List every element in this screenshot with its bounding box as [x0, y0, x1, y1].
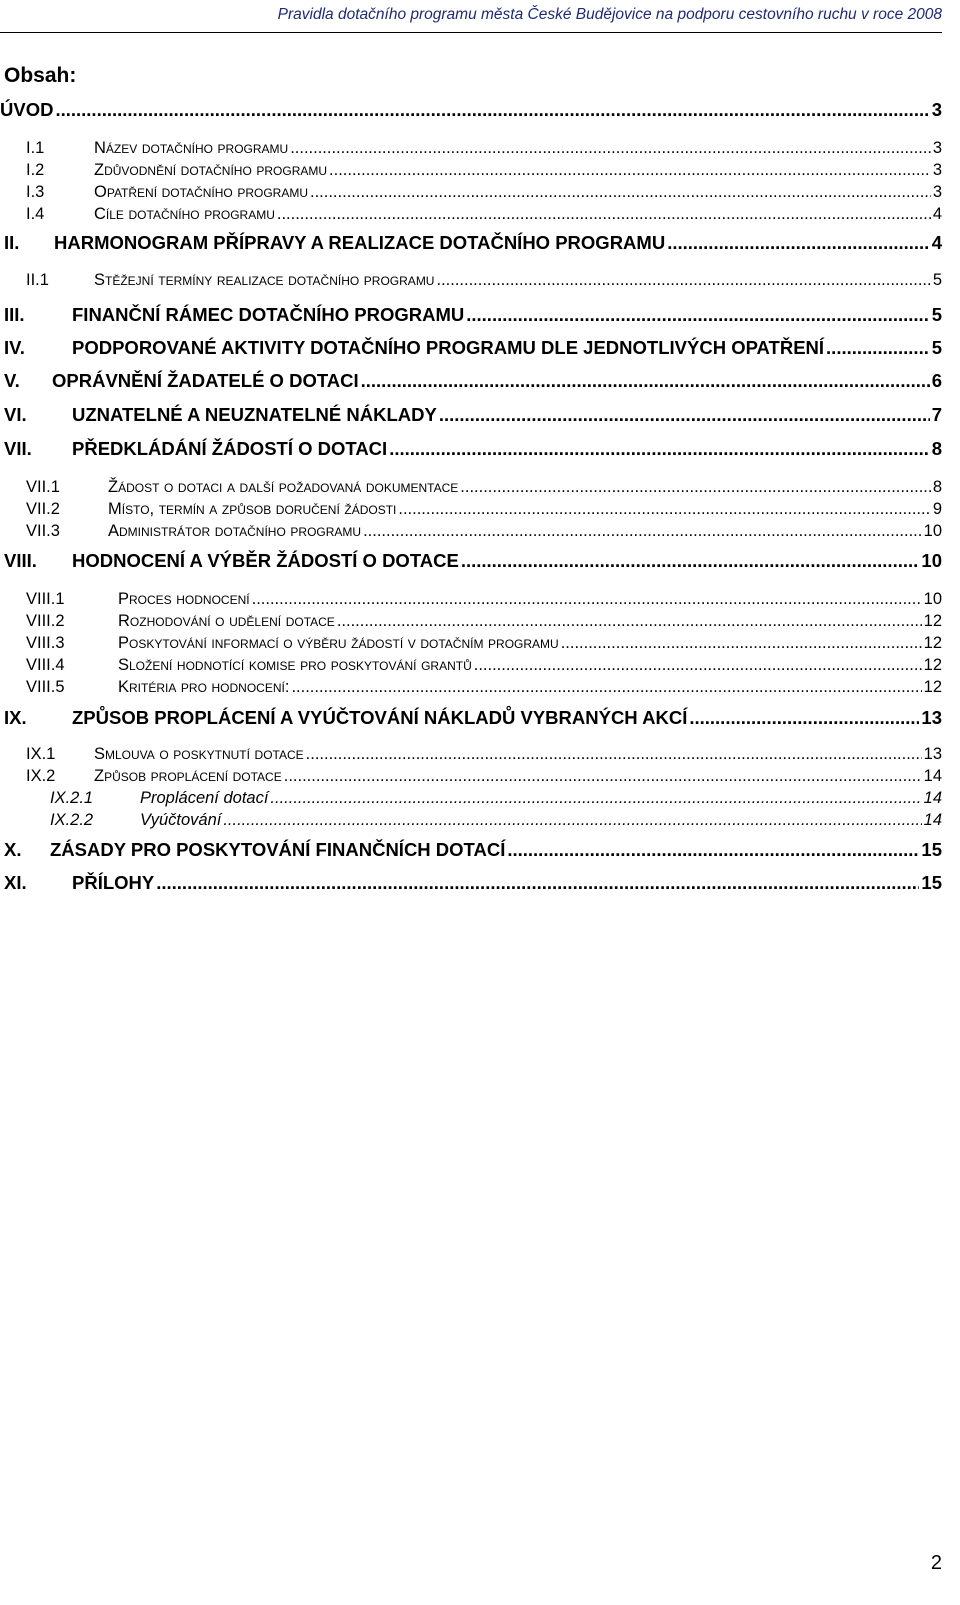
toc-entry-number: IX.2 [26, 767, 56, 785]
toc-entry-label: Vyúčtování [140, 811, 222, 829]
toc-entry-label: HARMONOGRAM PŘÍPRAVY A REALIZACE DOTAČNÍHO PROGRAMU [54, 232, 666, 253]
toc-entry-page: 5 [931, 304, 942, 325]
toc-entry-page: 4 [931, 232, 942, 253]
toc-entry-label: ÚVOD [0, 99, 54, 120]
toc-entry[interactable] [0, 404, 942, 430]
toc-entry-number: VI. [4, 404, 27, 425]
toc-entry-number: III. [4, 304, 25, 325]
toc-entry-label: ZPŮSOB PROPLÁCENÍ A VYÚČTOVÁNÍ NÁKLADŮ VYBRANÝCH AKCÍ [72, 707, 688, 728]
toc-entry-page: 8 [931, 438, 942, 459]
toc-entry-number: II.1 [26, 271, 49, 289]
toc-entry-label: Opatření dotačního programu [94, 183, 309, 201]
toc-entry-page: 12 [923, 612, 942, 630]
toc-entry-label: Žádost o dotaci a další požadovaná dokumentace [108, 478, 459, 496]
toc-entry-number: XI. [4, 872, 27, 893]
toc-entry-page: 7 [931, 404, 942, 425]
page-number: 2 [930, 1552, 942, 1574]
toc-entry-page: 14 [923, 767, 942, 785]
toc-entry-label: Proces hodnocení [118, 590, 250, 608]
toc-entry[interactable] [0, 205, 942, 231]
toc-entry-page: 15 [921, 872, 942, 893]
toc-entry-label: Smlouva o poskytnutí dotace [94, 745, 304, 763]
toc-entry-page: 13 [923, 745, 942, 763]
toc-entry-label: Kritéria pro hodnocení: [118, 678, 290, 696]
toc-entry-page: 13 [921, 707, 942, 728]
toc-entry-number: X. [4, 839, 22, 860]
toc-entry[interactable] [0, 811, 942, 837]
toc-entry-label: FINANČNÍ RÁMEC DOTAČNÍHO PROGRAMU [72, 304, 465, 325]
toc-entry-page: 14 [923, 811, 942, 829]
toc-entry-label: Název dotačního programu [94, 139, 289, 157]
toc-entry-label: UZNATELNÉ A NEUZNATELNÉ NÁKLADY [72, 404, 437, 425]
toc-entry-number: I.4 [26, 205, 45, 223]
toc-entry-number: V. [4, 370, 20, 391]
toc-entry[interactable] [0, 550, 942, 576]
toc-entry[interactable] [0, 678, 942, 704]
toc-entry-page: 12 [923, 678, 942, 696]
toc-title: Obsah: [4, 64, 77, 87]
toc-entry-number: VIII.3 [26, 634, 65, 652]
toc-entry-number: IX.1 [26, 745, 56, 763]
toc-entry[interactable] [0, 271, 942, 297]
toc-entry-number: IX. [4, 707, 27, 728]
toc-entry-label: ZÁSADY PRO POSKYTOVÁNÍ FINANČNÍCH DOTACÍ [50, 839, 506, 860]
running-header: Pravidla dotačního programu města České Budějovice na podporu cestovního ruchu v roce 2008 [277, 6, 942, 23]
toc-entry[interactable] [0, 438, 942, 464]
toc-entry-number: I.1 [26, 139, 45, 157]
toc-entry-label: Poskytování informací o výběru žádostí v dotačním programu [118, 634, 559, 652]
toc-entry-label: Administrátor dotačního programu [108, 522, 362, 540]
toc-entry[interactable] [0, 522, 942, 548]
toc-entry-label: PŘEDKLÁDÁNÍ ŽÁDOSTÍ O DOTACI [72, 438, 388, 459]
toc-entry-label: Způsob proplácení dotace [94, 767, 282, 785]
toc-entry[interactable] [0, 99, 942, 125]
toc-entry[interactable] [0, 839, 942, 865]
toc-entry-label: PODPOROVANÉ AKTIVITY DOTAČNÍHO PROGRAMU DLE JEDNOTLIVÝCH OPATŘENÍ [72, 337, 825, 358]
toc-entry-page: 3 [932, 139, 942, 157]
toc-entry-page: 3 [932, 161, 942, 179]
toc-entry-number: VII.1 [26, 478, 60, 496]
toc-entry-label: Cíle dotačního programu [94, 205, 275, 223]
toc-entry-page: 10 [921, 550, 942, 571]
toc-entry-label: PŘÍLOHY [72, 872, 155, 893]
toc-entry[interactable] [0, 304, 942, 330]
toc-entry-page: 5 [931, 337, 942, 358]
toc-entry-label: Zdůvodnění dotačního programu [94, 161, 328, 179]
toc-entry-number: IV. [4, 337, 25, 358]
toc-entry-number: II. [4, 232, 20, 253]
toc-entry-page: 3 [931, 99, 942, 120]
toc-entry-label: Proplácení dotací [140, 789, 269, 807]
toc-entry-page: 6 [931, 370, 942, 391]
toc-entry-page: 14 [923, 789, 942, 807]
toc-entry[interactable] [0, 370, 942, 396]
toc-entry-number: VII.2 [26, 500, 60, 518]
toc-entry-page: 15 [921, 839, 942, 860]
toc-entry-page: 8 [932, 478, 942, 496]
toc-entry-page: 10 [923, 590, 942, 608]
toc-entry-page: 12 [923, 634, 942, 652]
toc-entry-number: IX.2.2 [50, 811, 94, 829]
toc-entry-number: VII. [4, 438, 32, 459]
toc-entry-number: I.3 [26, 183, 45, 201]
toc-entry[interactable] [0, 872, 942, 898]
toc-entry-number: I.2 [26, 161, 45, 179]
toc-entry-page: 9 [932, 500, 942, 518]
toc-entry-label: Rozhodování o udělení dotace [118, 612, 335, 630]
toc-entry-number: IX.2.1 [50, 789, 94, 807]
toc-entry-page: 10 [923, 522, 942, 540]
header-rule [0, 32, 942, 33]
toc-entry-number: VIII.2 [26, 612, 65, 630]
toc-entry[interactable] [0, 337, 942, 363]
toc-entry[interactable] [0, 707, 942, 733]
toc-entry-label: Stěžejní termíny realizace dotačního programu [94, 271, 435, 289]
toc-entry-label: Místo, termín a způsob doručení žádosti [108, 500, 397, 518]
toc-entry-label: HODNOCENÍ A VÝBĚR ŽÁDOSTÍ O DOTACE [72, 550, 459, 571]
toc-entry-number: VIII.4 [26, 656, 65, 674]
toc-entry-label: OPRÁVNĚNÍ ŽADATELÉ O DOTACI [52, 370, 359, 391]
toc-entry-page: 3 [932, 183, 942, 201]
toc-entry-number: VIII.1 [26, 590, 65, 608]
toc-entry-number: VII.3 [26, 522, 60, 540]
toc-entry-page: 4 [932, 205, 942, 223]
toc-entry-page: 5 [932, 271, 942, 289]
toc-entry-number: VIII. [4, 550, 37, 571]
toc-entry-label: Složení hodnotící komise pro poskytování grantů [118, 656, 472, 674]
toc-entry[interactable] [0, 232, 942, 258]
toc-entry-number: VIII.5 [26, 678, 65, 696]
toc-entry-page: 12 [923, 656, 942, 674]
